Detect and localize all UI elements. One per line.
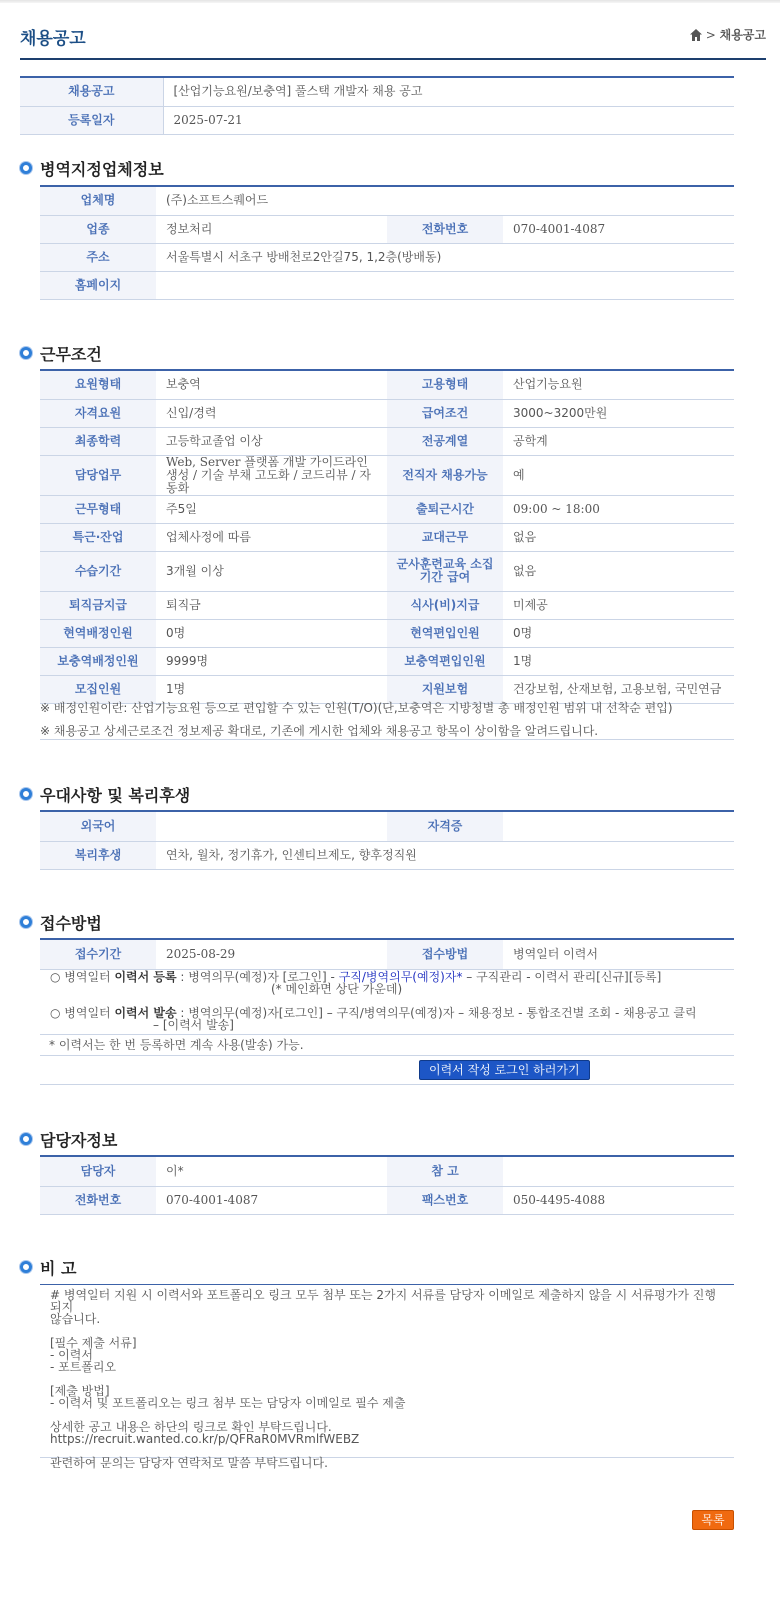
condition-label: 최종학력: [40, 427, 156, 455]
condition-label: 지원보험: [387, 675, 503, 703]
phone-label: 전화번호: [387, 215, 503, 243]
condition-value: 9999명: [156, 647, 387, 675]
condition-label: 전직자 채용가능: [387, 455, 503, 495]
section-title: 병역지정업체정보: [40, 159, 164, 179]
info-note: ※ 채용공고 상세근로조건 정보제공 확대로, 기존에 게시한 업체와 채용공고 항목이 상이함을 알려드립니다.: [40, 722, 734, 740]
table-row: [40, 399, 734, 427]
condition-label: 식사(비)지급: [387, 591, 503, 619]
resume-send-instruction: [40, 1007, 734, 1035]
instruction-prefix: ○ 병역일터: [50, 970, 115, 984]
condition-value: 없음: [503, 551, 734, 591]
contact-ref-value: [503, 1157, 734, 1186]
posting-title-value: [산업기능요원/보충역] 풀스택 개발자 채용 공고: [163, 78, 734, 106]
conditions-table: [40, 369, 734, 704]
section-conditions: [20, 342, 102, 364]
condition-value: 1명: [156, 675, 387, 703]
section-title: 접수방법: [40, 913, 102, 933]
phone-value: 070-4001-4087: [503, 215, 734, 243]
table-row: [40, 841, 734, 869]
contact-fax-label: 팩스번호: [387, 1186, 503, 1214]
page-title: 채용공고: [20, 29, 86, 49]
section-title: 담당자정보: [40, 1130, 118, 1150]
condition-value: 0명: [503, 619, 734, 647]
instruction-tail: – 구직관리 - 이력서 관리[신규][등록]: [462, 970, 662, 984]
condition-label: 모집인원: [40, 675, 156, 703]
condition-value: 주5일: [156, 495, 387, 523]
table-row: [40, 812, 734, 841]
condition-label: 요원형태: [40, 371, 156, 399]
condition-label: 보충역배정인원: [40, 647, 156, 675]
instruction-bold: 이력서 등록: [114, 970, 177, 984]
condition-label: 퇴직금지급: [40, 591, 156, 619]
table-row: [40, 215, 734, 243]
condition-value: 퇴직금: [156, 591, 387, 619]
top-shadow: [0, 0, 780, 3]
welfare-value: 연차, 월차, 정기휴가, 인센티브제도, 향후정직원: [156, 841, 734, 869]
section-bullet-icon: [20, 1261, 32, 1273]
condition-label: 현역편입인원: [387, 619, 503, 647]
page-header: [20, 20, 766, 60]
apply-table: [40, 938, 734, 970]
table-row: [40, 591, 734, 619]
contact-person-value: 이*: [156, 1157, 387, 1186]
condition-label: 특근·잔업: [40, 523, 156, 551]
section-apply: [20, 911, 102, 933]
section-company: [20, 157, 164, 179]
condition-label: 전공계열: [387, 427, 503, 455]
contact-ref-label: 참 고: [387, 1157, 503, 1186]
condition-label: 근무형태: [40, 495, 156, 523]
section-bullet-icon: [20, 1133, 32, 1145]
reg-date-label: 등록일자: [20, 106, 163, 134]
breadcrumb: [689, 26, 766, 43]
table-row: [40, 495, 734, 523]
condition-label: 수습기간: [40, 551, 156, 591]
breadcrumb-separator: >: [705, 27, 716, 42]
instruction-bold: 이력서 발송: [114, 1006, 177, 1020]
posting-summary-table: [20, 76, 734, 135]
condition-value: 고등학교졸업 이상: [156, 427, 387, 455]
condition-label: 군사훈련교육 소집기간 급여: [387, 551, 503, 591]
contact-phone-value: 070-4001-4087: [156, 1186, 387, 1214]
resume-login-button[interactable]: 이력서 작성 로그인 하러가기: [419, 1060, 590, 1080]
condition-value: 3000~3200만원: [503, 399, 734, 427]
condition-value: 예: [503, 455, 734, 495]
breadcrumb-current: 채용공고: [719, 28, 766, 42]
company-name-label: 업체명: [40, 187, 156, 215]
benefits-table: [40, 810, 734, 870]
table-row: [40, 523, 734, 551]
table-row: [20, 106, 734, 134]
industry-label: 업종: [40, 215, 156, 243]
welfare-label: 복리후생: [40, 841, 156, 869]
condition-label: 고용형태: [387, 371, 503, 399]
table-row: [40, 455, 734, 495]
condition-value: 신입/경력: [156, 399, 387, 427]
reg-date-value: 2025-07-21: [163, 106, 734, 134]
login-button-row: [40, 1056, 734, 1085]
section-contact: [20, 1128, 117, 1150]
certificate-value: [503, 812, 734, 841]
resume-reuse-note: * 이력서는 한 번 등록하면 계속 사용(발송) 가능.: [40, 1036, 734, 1056]
apply-method-label: 접수방법: [387, 940, 503, 969]
table-row: [40, 427, 734, 455]
section-bullet-icon: [20, 788, 32, 800]
industry-value: 정보처리: [156, 215, 387, 243]
condition-label: 보충역편입인원: [387, 647, 503, 675]
homepage-label: 홈페이지: [40, 271, 156, 299]
homepage-link[interactable]: [156, 271, 734, 299]
company-name-value: (주)소프트스퀘어드: [156, 187, 734, 215]
condition-value: 보충역: [156, 371, 387, 399]
condition-label: 현역배정인원: [40, 619, 156, 647]
condition-value: 09:00 ~ 18:00: [503, 495, 734, 523]
table-row: [40, 1157, 734, 1186]
condition-value: 3개월 이상: [156, 551, 387, 591]
table-row: [40, 371, 734, 399]
condition-value: 0명: [156, 619, 387, 647]
list-button[interactable]: 목록: [692, 1510, 734, 1530]
contact-person-label: 담당자: [40, 1157, 156, 1186]
condition-label: 교대근무: [387, 523, 503, 551]
condition-value: 산업기능요원: [503, 371, 734, 399]
condition-label: 자격요원: [40, 399, 156, 427]
condition-label: 출퇴근시간: [387, 495, 503, 523]
table-row: [40, 243, 734, 271]
table-row: [40, 647, 734, 675]
certificate-label: 자격증: [387, 812, 503, 841]
table-row: [40, 619, 734, 647]
contact-phone-label: 전화번호: [40, 1186, 156, 1214]
table-row: [40, 1186, 734, 1214]
instruction-sub: – [이력서 발송]: [153, 1018, 234, 1032]
instruction-tail: : 병역의무(예정)자[로그인] – 구직/병역의무(예정)자 – 채용정보 - 통합조건별 조회 - 채용공고 클릭: [176, 1006, 697, 1020]
instruction-sub: (* 메인화면 상단 가운데): [271, 982, 403, 996]
condition-value: 업체사정에 따름: [156, 523, 387, 551]
contact-table: [40, 1155, 734, 1215]
condition-value: 미제공: [503, 591, 734, 619]
address-value: 서울특별시 서초구 방배천로2안길75, 1,2층(방배동): [156, 243, 734, 271]
apply-method-value: 병역일터 이력서: [503, 940, 734, 969]
table-row: [40, 187, 734, 215]
section-title: 비 고: [40, 1258, 77, 1278]
posting-title-label: 채용공고: [20, 78, 163, 106]
job-seeker-link[interactable]: 구직/병역의무(예정)자*: [338, 970, 463, 984]
table-row: [40, 551, 734, 591]
section-title: 근무조건: [40, 344, 102, 364]
instruction-prefix: ○ 병역일터: [50, 1006, 115, 1020]
assignment-note: ※ 배정인원이란: 산업기능요원 등으로 편입할 수 있는 인원(T/O)(단,보충역은 지방청별 총 배정인원 범위 내 선착순 편입): [40, 701, 673, 715]
section-benefits: [20, 783, 190, 805]
condition-label: 급여조건: [387, 399, 503, 427]
section-title: 우대사항 및 복리후생: [40, 785, 191, 805]
instruction-mid: : 병역의무(예정)자 [로그인] -: [176, 970, 339, 984]
company-table: [40, 185, 734, 300]
contact-fax-value: 050-4495-4088: [503, 1186, 734, 1214]
table-row: [40, 271, 734, 299]
language-value: [156, 812, 387, 841]
condition-value: 1명: [503, 647, 734, 675]
apply-period-label: 접수기간: [40, 940, 156, 969]
language-label: 외국어: [40, 812, 156, 841]
section-remarks: [20, 1256, 76, 1278]
section-bullet-icon: [20, 162, 32, 174]
table-row: [40, 940, 734, 969]
condition-value: 건강보험, 산재보험, 고용보험, 국민연금: [503, 675, 734, 703]
apply-period-value: 2025-08-29: [156, 940, 387, 969]
section-bullet-icon: [20, 347, 32, 359]
condition-value: 없음: [503, 523, 734, 551]
condition-label: 담당업무: [40, 455, 156, 495]
remarks-content: # 병역일터 지원 시 이력서와 포트폴리오 링크 모두 첨부 또는 2가지 서류를 담당자 이메일로 제출하지 않을 시 서류평가가 진행되지 않습니다. [필수 제출 서류] - 이력서 - 포트폴리오 [제출 방법] - 이력서 및 포트폴리오는 링크 첨부 또는 담당자 이메일로 필수 제출 상세한 공고 내용은 하단의 링크로 확인 부탁드립니다. https://recruit.wanted.co.kr/p/QFRaR0MVRmlfWEBZ 관련하여 문의는 담당자 연락처로 말씀 부탁드립니다.: [40, 1284, 734, 1458]
table-row: [20, 78, 734, 106]
condition-value: 공학계: [503, 427, 734, 455]
section-bullet-icon: [20, 916, 32, 928]
condition-value: Web, Server 플랫폼 개발 가이드라인 생성 / 기술 부채 고도화 / 코드리뷰 / 자동화: [156, 455, 387, 495]
address-label: 주소: [40, 243, 156, 271]
resume-register-instruction: [40, 971, 734, 995]
home-icon[interactable]: [689, 28, 703, 42]
